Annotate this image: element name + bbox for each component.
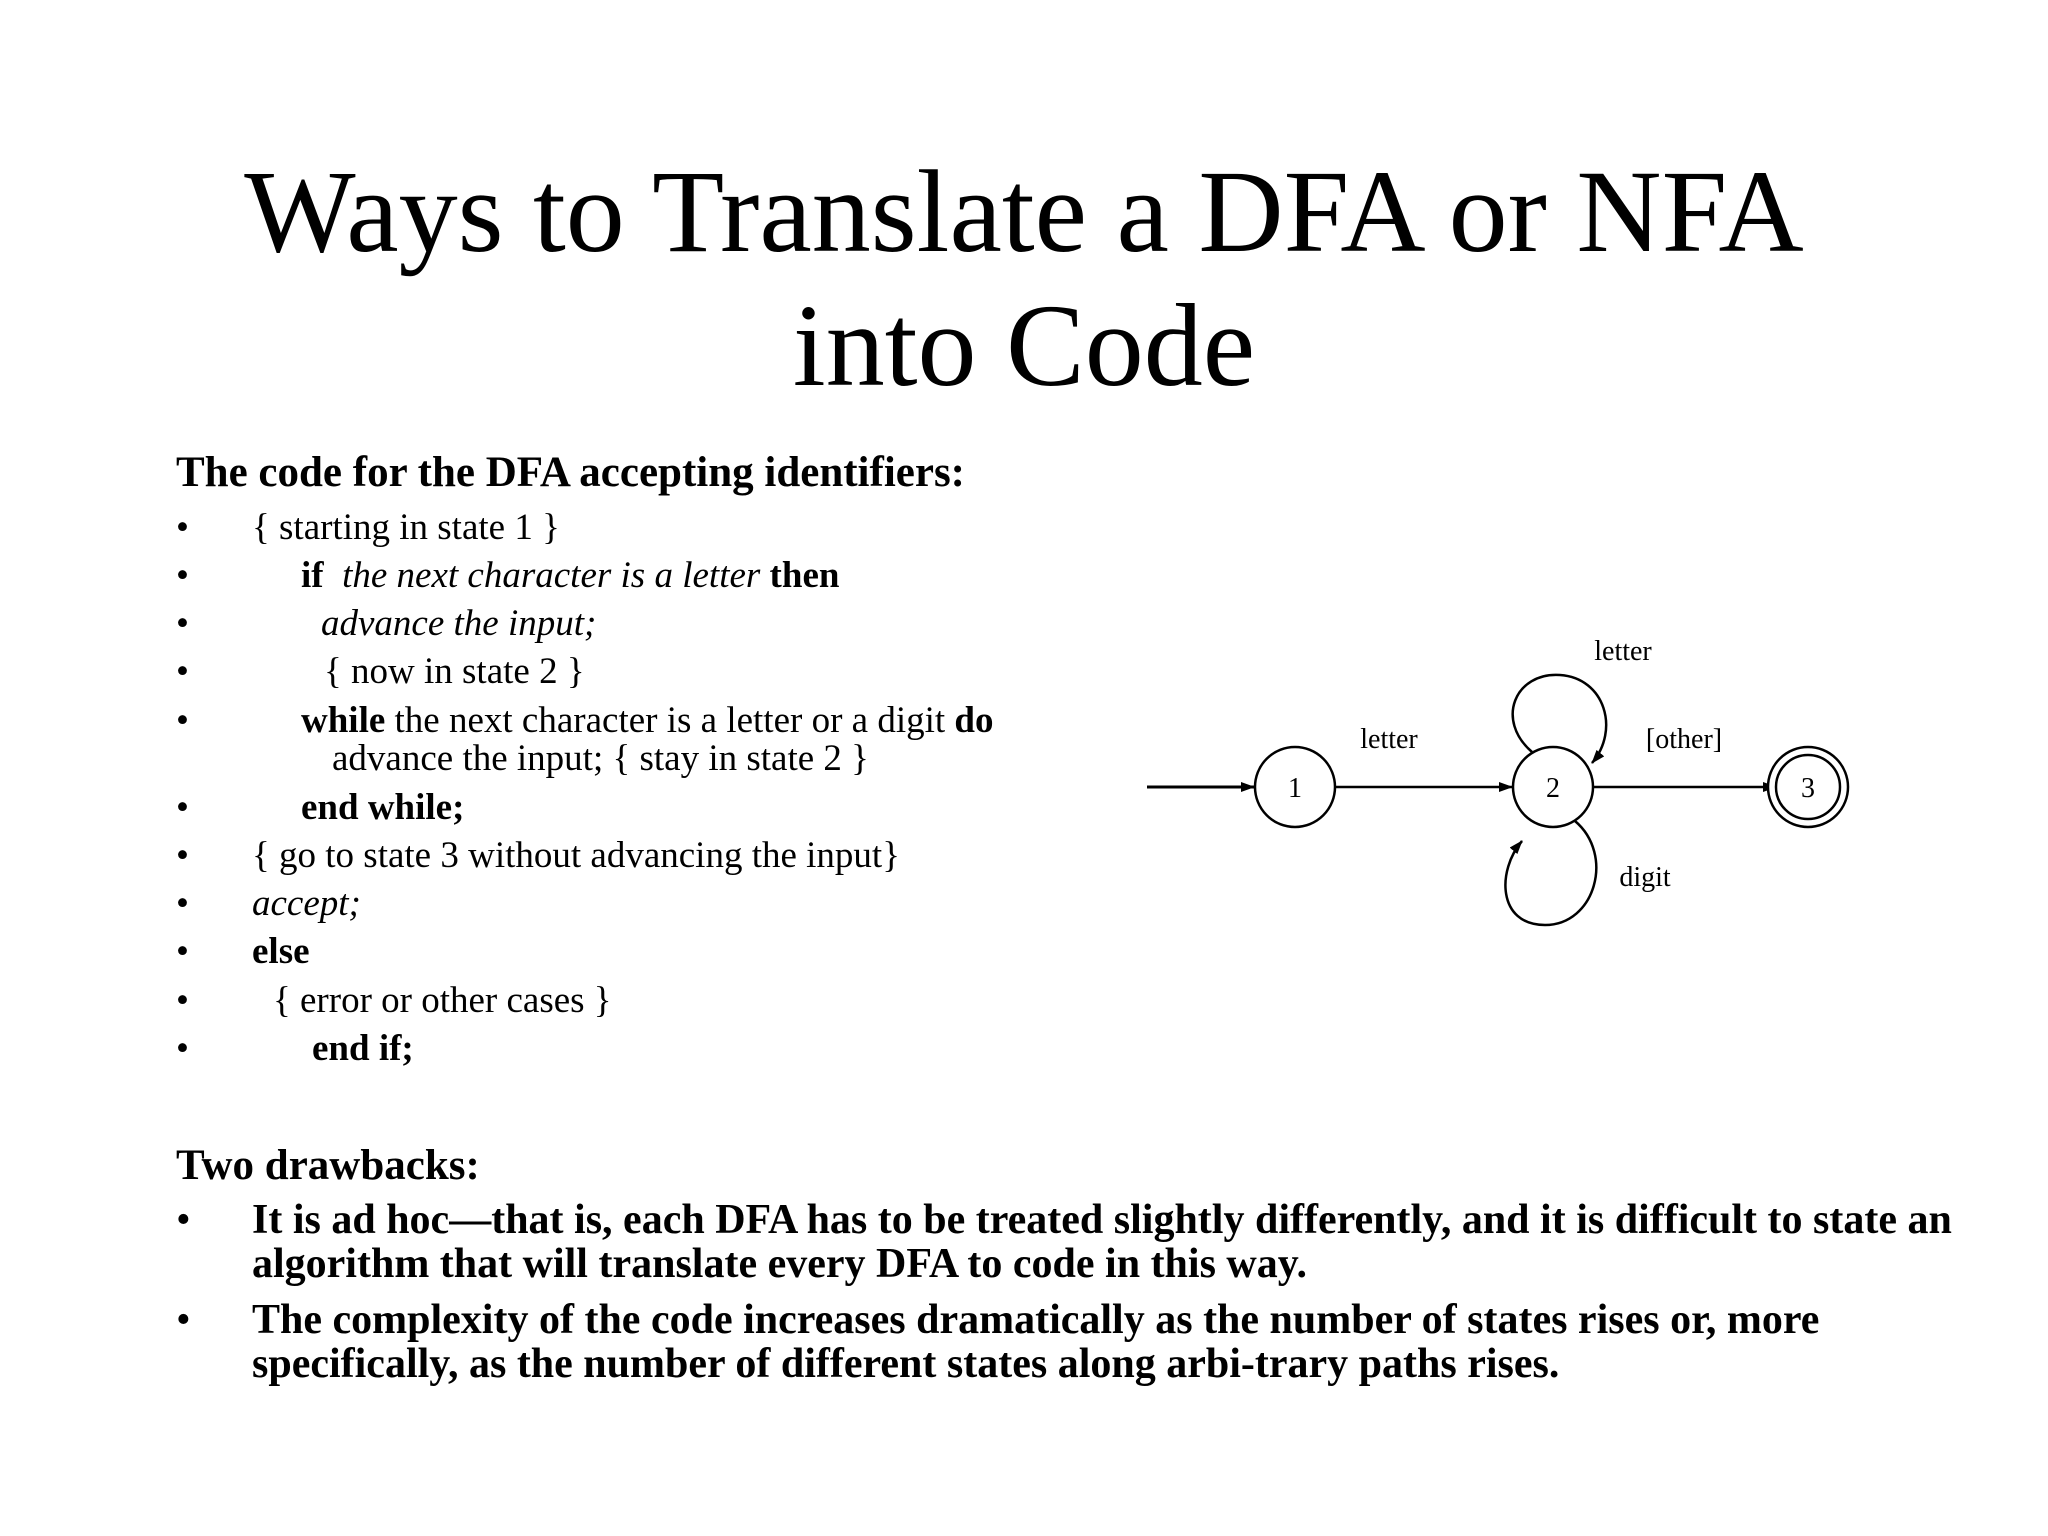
drawbacks-heading: Two drawbacks:	[176, 1142, 480, 1189]
keyword-then: then	[769, 555, 840, 596]
code-line-text: { go to state 3 without advancing the input}	[252, 835, 900, 876]
bullet: •	[176, 603, 189, 644]
code-line-text: { now in state 2 }	[324, 651, 585, 692]
loop-digit-label: digit	[1619, 862, 1671, 893]
bullet: •	[176, 1028, 189, 1069]
bullet: •	[176, 931, 189, 972]
code-line-text: accept;	[252, 883, 361, 924]
code-line-text: { starting in state 1 }	[252, 507, 560, 548]
loop-letter-label: letter	[1594, 636, 1652, 667]
state-1-label: 1	[1288, 773, 1302, 804]
bullet: •	[176, 835, 189, 876]
state-2-label: 2	[1546, 773, 1560, 804]
bullet: •	[176, 555, 189, 596]
keyword-while: while	[301, 700, 386, 741]
keyword-do: do	[954, 700, 994, 741]
code-line-text: else	[252, 931, 310, 972]
code-line-text: end if;	[312, 1028, 414, 1069]
code-line-text: advance the input;	[321, 603, 597, 644]
title-line-2: into Code	[792, 280, 1256, 411]
bullet: •	[176, 507, 189, 548]
loop-condition-text: the next character is a letter or a digit	[385, 700, 955, 741]
bullet: •	[176, 787, 189, 828]
bullet: •	[176, 980, 189, 1021]
code-line-text: advance the input; { stay in state 2 }	[332, 738, 869, 779]
state-3-label: 3	[1801, 773, 1815, 804]
condition-text: the next character is a letter	[342, 555, 761, 596]
edge-2-to-3-label: [other]	[1645, 724, 1723, 755]
code-heading: The code for the DFA accepting identifiers:	[176, 449, 965, 496]
loop-digit	[1505, 821, 1596, 925]
drawback-text: The complexity of the code increases dramatically as the number of states rises or, more specifically, as the number of different states along arbi-trary paths rises.	[252, 1297, 1820, 1387]
title-line-1: Ways to Translate a DFA or NFA	[244, 146, 1804, 277]
bullet: •	[176, 1297, 191, 1343]
bullet: •	[176, 1197, 191, 1243]
keyword-if: if	[301, 555, 324, 596]
bullet: •	[176, 883, 189, 924]
code-line-text: { error or other cases }	[273, 980, 612, 1021]
edge-1-to-2-label: letter	[1360, 724, 1418, 755]
bullet: •	[176, 700, 189, 741]
code-line-text: end while;	[301, 787, 465, 828]
bullet: •	[176, 651, 189, 692]
drawback-text: It is ad hoc—that is, each DFA has to be treated slightly differently, and it is difficult to state an algorithm that will translate every DFA to code in this way.	[252, 1197, 1952, 1287]
